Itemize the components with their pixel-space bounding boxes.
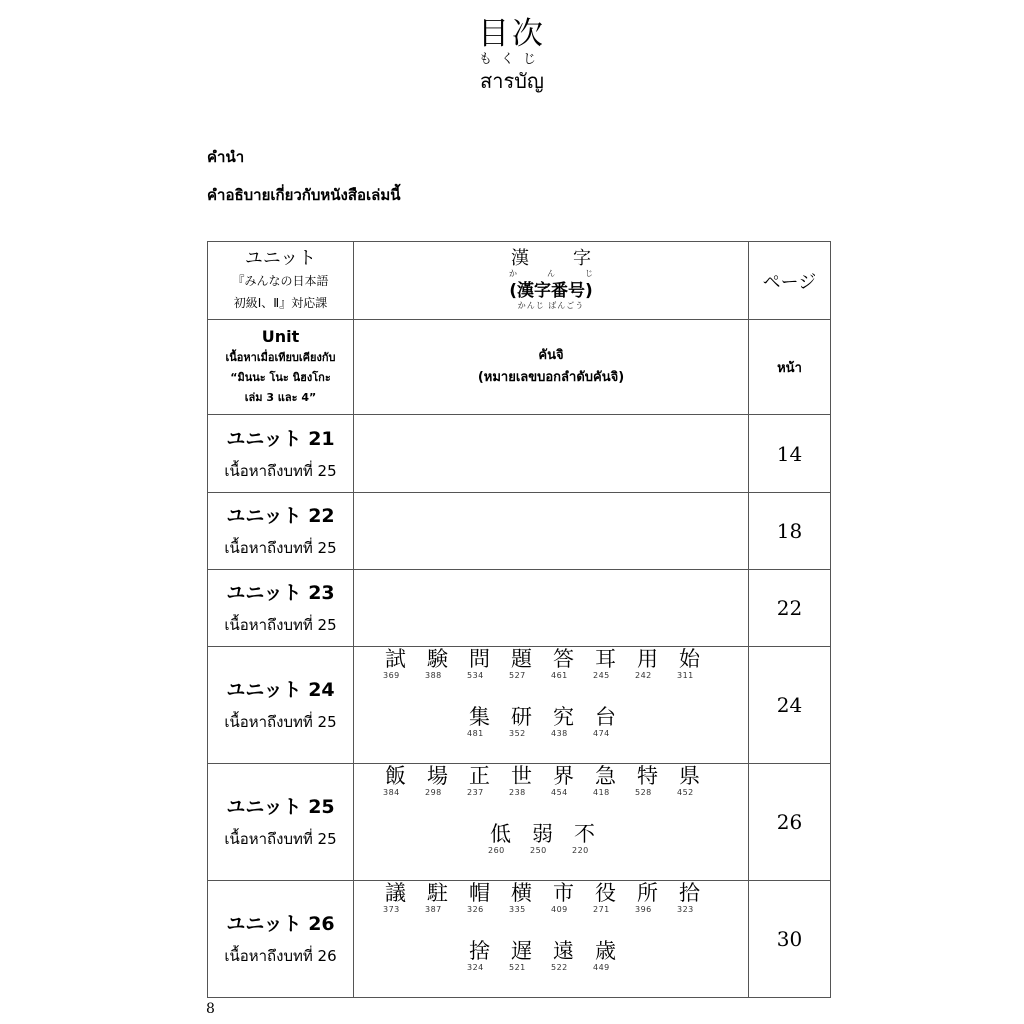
kanji-char: 界 <box>553 764 574 788</box>
kanji-item[interactable] <box>467 647 509 680</box>
kanji-char: 役 <box>595 881 616 905</box>
kanji-cell <box>354 764 749 881</box>
kanji-number: 271 <box>593 905 610 914</box>
kanji-char: 遠 <box>553 939 574 963</box>
kanji-number: 220 <box>572 846 589 855</box>
kanji-char: 答 <box>553 647 574 671</box>
page-title: 目次 <box>478 16 546 52</box>
kanji-item[interactable] <box>467 939 509 972</box>
kanji-char: 場 <box>427 764 448 788</box>
kanji-item[interactable] <box>467 705 509 738</box>
page-title-ruby: もくじ <box>478 52 545 67</box>
page-number: 8 <box>206 1001 215 1017</box>
header-kanji-ruby: かんじ <box>509 269 623 278</box>
kanji-line <box>354 705 748 763</box>
toc-table <box>207 241 831 998</box>
header-kanji-th <box>354 320 749 415</box>
kanji-char: 験 <box>427 647 448 671</box>
kanji-number: 534 <box>467 671 484 680</box>
header-kanji-jp <box>354 242 749 320</box>
header-kanji-title-th: คันจิ <box>538 348 564 363</box>
header-unit-sub1-th: เนื้อหาเมื่อเทียบเคียงกับ <box>225 351 336 364</box>
header-row-thai <box>208 320 831 415</box>
kanji-item[interactable] <box>425 764 467 797</box>
kanji-number: 387 <box>425 905 442 914</box>
kanji-number: 522 <box>551 963 568 972</box>
unit-lesson: เนื้อหาถึงบทที่ 25 <box>224 461 337 480</box>
unit-lesson: เนื้อหาถึงบทที่ 25 <box>224 539 337 557</box>
kanji-line <box>354 881 748 939</box>
kanji-cell <box>354 647 749 764</box>
header-unit-sub3-th: เล่ม 3 และ 4” <box>244 391 317 404</box>
header-unit-title-jp: ユニット <box>244 247 317 269</box>
kanji-item[interactable] <box>551 764 593 797</box>
kanji-number: 326 <box>467 905 484 914</box>
kanji-cell <box>354 881 749 998</box>
kanji-cell <box>354 493 749 570</box>
kanji-number: 298 <box>425 788 442 797</box>
kanji-char: 議 <box>385 881 406 905</box>
kanji-char: 試 <box>385 647 406 671</box>
kanji-number: 242 <box>635 671 652 680</box>
kanji-number: 245 <box>593 671 610 680</box>
kanji-char: 横 <box>511 881 532 905</box>
kanji-number: 474 <box>593 729 610 738</box>
table-row[interactable] <box>208 881 831 998</box>
kanji-char: 始 <box>679 647 700 671</box>
header-kanji-title-jp: 漢字 <box>511 248 635 269</box>
unit-cell <box>208 493 354 570</box>
table-row[interactable] <box>208 647 831 764</box>
unit-lesson: เนื้อหาถึงบทที่ 25 <box>224 830 337 848</box>
kanji-item[interactable] <box>509 705 551 738</box>
kanji-char: 世 <box>511 764 532 788</box>
kanji-char: 歳 <box>595 939 616 963</box>
kanji-number: 521 <box>509 963 526 972</box>
kanji-char: 究 <box>553 705 574 729</box>
kanji-char: 遅 <box>511 939 532 963</box>
kanji-char: 県 <box>679 764 700 788</box>
kanji-line <box>354 822 748 880</box>
kanji-item[interactable] <box>635 881 677 914</box>
kanji-item[interactable] <box>467 764 509 797</box>
kanji-number: 527 <box>509 671 526 680</box>
toc-entry-explanation[interactable]: คำอธิบายเกี่ยวกับหนังสือเล่มนี้ <box>207 186 401 204</box>
kanji-item[interactable] <box>572 822 614 855</box>
kanji-item[interactable] <box>551 939 593 972</box>
header-page-th: หน้า <box>749 320 831 415</box>
kanji-char: 低 <box>490 822 511 846</box>
header-row-japanese <box>208 242 831 320</box>
header-unit-th <box>208 320 354 415</box>
header-kanji-sub-th: (หมายเลขบอกลำดับคันจิ) <box>477 370 625 385</box>
unit-cell <box>208 570 354 647</box>
kanji-item[interactable] <box>551 705 593 738</box>
kanji-char: 帽 <box>469 881 490 905</box>
kanji-number: 352 <box>509 729 526 738</box>
unit-name: ユニット 25 <box>226 796 335 818</box>
unit-cell <box>208 415 354 493</box>
page-cell: 26 <box>749 764 831 881</box>
table-row[interactable] <box>208 764 831 881</box>
kanji-number: 373 <box>383 905 400 914</box>
kanji-char: 拾 <box>679 881 700 905</box>
kanji-number: 311 <box>677 671 694 680</box>
kanji-number: 323 <box>677 905 694 914</box>
page-title-thai: สารบัญ <box>480 69 544 93</box>
table-row[interactable] <box>208 493 831 570</box>
kanji-char: 急 <box>595 764 616 788</box>
header-unit-title-en: Unit <box>261 327 300 346</box>
unit-name: ユニット 21 <box>226 427 335 450</box>
unit-name: ユニット 22 <box>226 505 335 527</box>
kanji-item[interactable] <box>383 881 425 914</box>
kanji-item[interactable] <box>467 881 509 914</box>
kanji-number: 260 <box>488 846 505 855</box>
unit-lesson: เนื้อหาถึงบทที่ 25 <box>224 713 337 731</box>
kanji-item[interactable] <box>425 647 467 680</box>
kanji-cell <box>354 570 749 647</box>
kanji-number: 369 <box>383 671 400 680</box>
kanji-number: 481 <box>467 729 484 738</box>
title-block <box>0 16 1024 93</box>
kanji-item[interactable] <box>551 647 593 680</box>
unit-lesson: เนื้อหาถึงบทที่ 26 <box>224 947 337 965</box>
kanji-item[interactable] <box>593 881 635 914</box>
kanji-char: 問 <box>469 647 490 671</box>
kanji-number: 409 <box>551 905 568 914</box>
kanji-item[interactable] <box>509 939 551 972</box>
kanji-char: 所 <box>637 881 658 905</box>
header-kanji-sub-ruby: かんじ ばんごう <box>517 301 585 310</box>
kanji-line <box>354 647 748 705</box>
kanji-item[interactable] <box>509 647 551 680</box>
kanji-char: 弱 <box>532 822 553 846</box>
kanji-char: 捨 <box>469 939 490 963</box>
kanji-item[interactable] <box>383 647 425 680</box>
kanji-number: 384 <box>383 788 400 797</box>
kanji-item[interactable] <box>488 822 530 855</box>
kanji-char: 駐 <box>427 881 448 905</box>
kanji-item[interactable] <box>509 764 551 797</box>
kanji-char: 特 <box>637 764 658 788</box>
header-unit-sub1-jp: 『みんなの日本語 <box>232 273 329 288</box>
kanji-char: 飯 <box>385 764 406 788</box>
kanji-item[interactable] <box>425 881 467 914</box>
kanji-line <box>354 939 748 997</box>
header-page-jp: ページ <box>749 242 831 320</box>
kanji-number: 237 <box>467 788 484 797</box>
kanji-number: 388 <box>425 671 442 680</box>
kanji-item[interactable] <box>677 881 719 914</box>
kanji-number: 528 <box>635 788 652 797</box>
kanji-number: 452 <box>677 788 694 797</box>
page-cell: 14 <box>749 415 831 493</box>
kanji-item[interactable] <box>635 647 677 680</box>
kanji-number: 238 <box>509 788 526 797</box>
kanji-cell <box>354 415 749 493</box>
kanji-item[interactable] <box>593 939 635 972</box>
page-cell: 30 <box>749 881 831 998</box>
unit-name: ユニット 24 <box>226 679 335 701</box>
kanji-char: 題 <box>511 647 532 671</box>
kanji-char: 用 <box>637 647 658 671</box>
kanji-number: 461 <box>551 671 568 680</box>
kanji-item[interactable] <box>593 705 635 738</box>
header-unit-jp <box>208 242 354 320</box>
kanji-number: 454 <box>551 788 568 797</box>
kanji-char: 耳 <box>595 647 616 671</box>
unit-name: ユニット 23 <box>226 582 335 604</box>
kanji-number: 396 <box>635 905 652 914</box>
kanji-item[interactable] <box>530 822 572 855</box>
unit-lesson: เนื้อหาถึงบทที่ 25 <box>224 616 337 634</box>
kanji-number: 418 <box>593 788 610 797</box>
table-row[interactable] <box>208 415 831 493</box>
unit-cell <box>208 764 354 881</box>
kanji-number: 324 <box>467 963 484 972</box>
kanji-number: 449 <box>593 963 610 972</box>
kanji-item[interactable] <box>593 647 635 680</box>
kanji-char: 集 <box>469 705 490 729</box>
table-row[interactable] <box>208 570 831 647</box>
kanji-item[interactable] <box>593 764 635 797</box>
kanji-number: 438 <box>551 729 568 738</box>
kanji-item[interactable] <box>635 764 677 797</box>
page-cell: 18 <box>749 493 831 570</box>
page-cell: 24 <box>749 647 831 764</box>
unit-name: ユニット 26 <box>226 913 335 935</box>
kanji-char: 研 <box>511 705 532 729</box>
kanji-line <box>354 764 748 822</box>
kanji-item[interactable] <box>383 764 425 797</box>
kanji-char: 正 <box>469 764 490 788</box>
kanji-item[interactable] <box>509 881 551 914</box>
kanji-number: 335 <box>509 905 526 914</box>
kanji-item[interactable] <box>677 764 719 797</box>
unit-cell <box>208 881 354 998</box>
kanji-char: 台 <box>595 705 616 729</box>
kanji-char: 不 <box>574 822 595 846</box>
kanji-char: 市 <box>553 881 574 905</box>
kanji-number: 250 <box>530 846 547 855</box>
kanji-item[interactable] <box>551 881 593 914</box>
page-cell: 22 <box>749 570 831 647</box>
toc-entry-foreword[interactable]: คำนำ <box>207 148 245 166</box>
header-kanji-sub-jp: (漢字番号) <box>509 281 593 301</box>
unit-cell <box>208 647 354 764</box>
header-unit-sub2-jp: 初級Ⅰ、Ⅱ』対応課 <box>233 295 328 310</box>
kanji-item[interactable] <box>677 647 719 680</box>
header-unit-sub2-th: “มินนะ โนะ นิฮงโกะ <box>230 371 331 384</box>
